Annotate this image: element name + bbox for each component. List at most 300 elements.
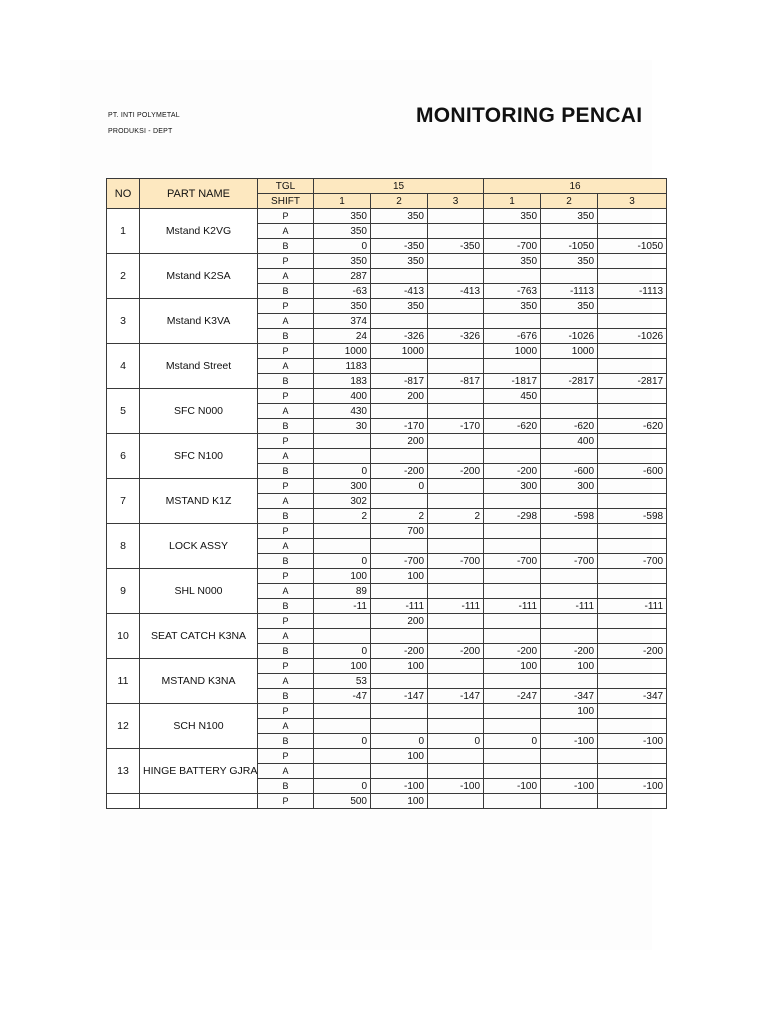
value-cell: -147 (428, 689, 484, 704)
value-cell (598, 569, 667, 584)
part-name: SFC N000 (140, 389, 258, 434)
value-cell: 700 (371, 524, 428, 539)
value-cell: -700 (484, 554, 541, 569)
value-cell: -298 (484, 509, 541, 524)
part-name: HINGE BATTERY GJRA (140, 749, 258, 794)
table-row (107, 659, 667, 674)
value-cell: -1817 (484, 374, 541, 389)
row-type-b: B (258, 239, 314, 254)
row-number: 8 (107, 524, 140, 569)
part-name: SFC N100 (140, 434, 258, 479)
value-cell: -676 (484, 329, 541, 344)
value-cell (598, 224, 667, 239)
value-cell: 0 (484, 734, 541, 749)
value-cell (598, 209, 667, 224)
value-cell (371, 629, 428, 644)
value-cell: -350 (428, 239, 484, 254)
value-cell (598, 314, 667, 329)
table-row (107, 254, 667, 269)
value-cell: 89 (314, 584, 371, 599)
value-cell: 0 (428, 734, 484, 749)
value-cell: -700 (484, 239, 541, 254)
value-cell: -2817 (598, 374, 667, 389)
row-type-a: A (258, 719, 314, 734)
value-cell (428, 524, 484, 539)
value-cell (598, 434, 667, 449)
value-cell: 100 (541, 659, 598, 674)
table-body (107, 209, 667, 809)
value-cell (314, 704, 371, 719)
value-cell (428, 314, 484, 329)
value-cell (484, 749, 541, 764)
value-cell (428, 359, 484, 374)
value-cell: -247 (484, 689, 541, 704)
row-number: 2 (107, 254, 140, 299)
value-cell (484, 449, 541, 464)
value-cell: -1026 (541, 329, 598, 344)
value-cell (428, 674, 484, 689)
page-title: MONITORING PENCAI (416, 104, 643, 127)
value-cell (428, 659, 484, 674)
value-cell (598, 479, 667, 494)
value-cell (598, 764, 667, 779)
value-cell: -1050 (541, 239, 598, 254)
value-cell: -700 (371, 554, 428, 569)
value-cell: 100 (371, 794, 428, 809)
value-cell: 0 (371, 479, 428, 494)
value-cell (428, 254, 484, 269)
value-cell (541, 764, 598, 779)
value-cell: 100 (314, 659, 371, 674)
value-cell (598, 389, 667, 404)
value-cell (541, 224, 598, 239)
value-cell (541, 359, 598, 374)
value-cell (598, 704, 667, 719)
value-cell (371, 674, 428, 689)
company-name: PT. INTI POLYMETAL (108, 112, 180, 119)
value-cell: 0 (314, 239, 371, 254)
value-cell: 350 (371, 254, 428, 269)
value-cell: -763 (484, 284, 541, 299)
value-cell (314, 524, 371, 539)
row-type-b: B (258, 374, 314, 389)
value-cell (484, 494, 541, 509)
value-cell: -200 (484, 464, 541, 479)
header-date: 15 (314, 179, 484, 194)
value-cell: -111 (371, 599, 428, 614)
value-cell (484, 539, 541, 554)
value-cell (598, 719, 667, 734)
value-cell (371, 359, 428, 374)
value-cell (428, 449, 484, 464)
value-cell (541, 674, 598, 689)
value-cell (484, 704, 541, 719)
value-cell (428, 749, 484, 764)
value-cell: 0 (314, 644, 371, 659)
value-cell (484, 794, 541, 809)
table-row (107, 704, 667, 719)
row-number: 5 (107, 389, 140, 434)
value-cell (428, 224, 484, 239)
value-cell: -2817 (541, 374, 598, 389)
value-cell: 1000 (541, 344, 598, 359)
value-cell: 200 (371, 614, 428, 629)
table-row (107, 614, 667, 629)
value-cell: -100 (598, 734, 667, 749)
value-cell (541, 389, 598, 404)
value-cell (428, 719, 484, 734)
value-cell: 450 (484, 389, 541, 404)
table-row-partial (107, 794, 667, 809)
part-name: SEAT CATCH K3NA (140, 614, 258, 659)
row-number: 1 (107, 209, 140, 254)
value-cell: -170 (371, 419, 428, 434)
value-cell: -100 (541, 734, 598, 749)
header-no: NO (107, 179, 140, 209)
row-number: 6 (107, 434, 140, 479)
row-type-p: P (258, 794, 314, 809)
value-cell: -1113 (598, 284, 667, 299)
value-cell (598, 794, 667, 809)
row-type-a: A (258, 404, 314, 419)
value-cell: 30 (314, 419, 371, 434)
value-cell: 0 (314, 779, 371, 794)
value-cell: 100 (371, 659, 428, 674)
value-cell (428, 704, 484, 719)
company-info (108, 108, 180, 140)
value-cell: 2 (314, 509, 371, 524)
value-cell: -1050 (598, 239, 667, 254)
value-cell: 350 (371, 209, 428, 224)
header-shift-number: 2 (371, 194, 428, 209)
value-cell: -100 (484, 779, 541, 794)
value-cell: 1000 (371, 344, 428, 359)
part-name: SHL N000 (140, 569, 258, 614)
table-row (107, 524, 667, 539)
value-cell (428, 389, 484, 404)
value-cell: 53 (314, 674, 371, 689)
row-type-p: P (258, 479, 314, 494)
value-cell: 350 (371, 299, 428, 314)
value-cell (484, 674, 541, 689)
value-cell (371, 704, 428, 719)
value-cell (314, 539, 371, 554)
value-cell (541, 494, 598, 509)
value-cell (314, 764, 371, 779)
value-cell (484, 524, 541, 539)
row-number (107, 794, 140, 809)
value-cell (428, 569, 484, 584)
row-type-p: P (258, 749, 314, 764)
row-type-b: B (258, 284, 314, 299)
value-cell: 100 (484, 659, 541, 674)
value-cell (598, 524, 667, 539)
value-cell (598, 584, 667, 599)
table-row (107, 209, 667, 224)
value-cell: -326 (428, 329, 484, 344)
value-cell (371, 269, 428, 284)
table-row (107, 479, 667, 494)
row-type-b: B (258, 734, 314, 749)
row-type-a: A (258, 539, 314, 554)
table-row (107, 299, 667, 314)
value-cell: 350 (541, 254, 598, 269)
value-cell: 100 (541, 704, 598, 719)
value-cell (541, 314, 598, 329)
monitoring-table (106, 178, 667, 809)
value-cell: 500 (314, 794, 371, 809)
value-cell: -620 (598, 419, 667, 434)
value-cell: -200 (371, 644, 428, 659)
value-cell: 300 (484, 479, 541, 494)
value-cell: 400 (314, 389, 371, 404)
row-number: 12 (107, 704, 140, 749)
row-type-b: B (258, 329, 314, 344)
value-cell: -111 (598, 599, 667, 614)
value-cell (598, 629, 667, 644)
value-cell (598, 344, 667, 359)
value-cell: 0 (371, 734, 428, 749)
value-cell: 350 (484, 254, 541, 269)
row-type-a: A (258, 674, 314, 689)
value-cell: -147 (371, 689, 428, 704)
value-cell: -1113 (541, 284, 598, 299)
value-cell (541, 584, 598, 599)
value-cell (541, 539, 598, 554)
row-type-a: A (258, 494, 314, 509)
header-shift: SHIFT (258, 194, 314, 209)
value-cell (541, 614, 598, 629)
table-row (107, 344, 667, 359)
row-type-b: B (258, 419, 314, 434)
value-cell (598, 404, 667, 419)
value-cell (484, 764, 541, 779)
value-cell: -817 (371, 374, 428, 389)
row-type-b: B (258, 779, 314, 794)
value-cell: 2 (428, 509, 484, 524)
value-cell: 0 (314, 554, 371, 569)
value-cell: -111 (428, 599, 484, 614)
row-type-a: A (258, 269, 314, 284)
value-cell: -413 (371, 284, 428, 299)
value-cell: 350 (314, 224, 371, 239)
value-cell (598, 659, 667, 674)
value-cell (428, 209, 484, 224)
value-cell (428, 584, 484, 599)
value-cell (371, 494, 428, 509)
value-cell (484, 584, 541, 599)
value-cell: 0 (314, 734, 371, 749)
value-cell (428, 794, 484, 809)
value-cell (598, 449, 667, 464)
row-type-b: B (258, 509, 314, 524)
part-name: Mstand K3VA (140, 299, 258, 344)
value-cell (598, 359, 667, 374)
value-cell: -170 (428, 419, 484, 434)
part-name: Mstand K2SA (140, 254, 258, 299)
value-cell: 350 (314, 254, 371, 269)
value-cell: -11 (314, 599, 371, 614)
value-cell: -200 (371, 464, 428, 479)
value-cell (314, 614, 371, 629)
part-name: Mstand K2VG (140, 209, 258, 254)
header-date: 16 (484, 179, 667, 194)
value-cell (371, 224, 428, 239)
row-type-b: B (258, 599, 314, 614)
value-cell (598, 674, 667, 689)
row-number: 13 (107, 749, 140, 794)
department-name: PRODUKSI - DEPT (108, 128, 173, 135)
value-cell (484, 629, 541, 644)
value-cell (428, 269, 484, 284)
row-type-b: B (258, 464, 314, 479)
header-shift-number: 2 (541, 194, 598, 209)
value-cell: 430 (314, 404, 371, 419)
value-cell (541, 629, 598, 644)
value-cell (371, 539, 428, 554)
value-cell: -326 (371, 329, 428, 344)
value-cell (428, 629, 484, 644)
row-type-a: A (258, 629, 314, 644)
value-cell (541, 404, 598, 419)
table-header (107, 179, 667, 209)
value-cell: -200 (428, 644, 484, 659)
value-cell: -100 (371, 779, 428, 794)
row-type-a: A (258, 359, 314, 374)
row-type-p: P (258, 434, 314, 449)
value-cell (428, 764, 484, 779)
value-cell: -620 (541, 419, 598, 434)
value-cell: 350 (314, 209, 371, 224)
value-cell: 183 (314, 374, 371, 389)
row-type-p: P (258, 659, 314, 674)
part-name: LOCK ASSY (140, 524, 258, 569)
row-number: 9 (107, 569, 140, 614)
table-row (107, 434, 667, 449)
part-name (140, 794, 258, 809)
value-cell (428, 299, 484, 314)
row-number: 10 (107, 614, 140, 659)
header-shift-number: 3 (598, 194, 667, 209)
row-type-p: P (258, 254, 314, 269)
value-cell (371, 584, 428, 599)
value-cell (484, 569, 541, 584)
value-cell (541, 749, 598, 764)
row-number: 11 (107, 659, 140, 704)
value-cell: -200 (484, 644, 541, 659)
value-cell (428, 494, 484, 509)
value-cell (598, 539, 667, 554)
value-cell: -600 (541, 464, 598, 479)
value-cell (428, 539, 484, 554)
table-row (107, 569, 667, 584)
value-cell: -600 (598, 464, 667, 479)
value-cell (484, 404, 541, 419)
row-type-a: A (258, 224, 314, 239)
header-shift-number: 1 (484, 194, 541, 209)
value-cell: 300 (541, 479, 598, 494)
part-name: MSTAND K1Z (140, 479, 258, 524)
value-cell (371, 719, 428, 734)
value-cell: -817 (428, 374, 484, 389)
value-cell: 1000 (314, 344, 371, 359)
value-cell: -100 (541, 779, 598, 794)
row-type-p: P (258, 614, 314, 629)
value-cell: 374 (314, 314, 371, 329)
value-cell (314, 629, 371, 644)
monitoring-table-container (106, 178, 664, 807)
value-cell: 100 (371, 569, 428, 584)
header-part-name: PART NAME (140, 179, 258, 209)
value-cell (314, 434, 371, 449)
value-cell: 350 (541, 299, 598, 314)
value-cell: -350 (371, 239, 428, 254)
value-cell (314, 749, 371, 764)
part-name: SCH N100 (140, 704, 258, 749)
value-cell: -47 (314, 689, 371, 704)
row-type-a: A (258, 584, 314, 599)
value-cell: -100 (428, 779, 484, 794)
row-type-p: P (258, 209, 314, 224)
row-type-p: P (258, 569, 314, 584)
value-cell (541, 719, 598, 734)
value-cell: -200 (598, 644, 667, 659)
value-cell: 1000 (484, 344, 541, 359)
value-cell (314, 719, 371, 734)
value-cell: 200 (371, 389, 428, 404)
row-number: 4 (107, 344, 140, 389)
value-cell (484, 614, 541, 629)
value-cell (598, 614, 667, 629)
value-cell: -700 (598, 554, 667, 569)
value-cell: 24 (314, 329, 371, 344)
value-cell: -200 (428, 464, 484, 479)
value-cell (314, 449, 371, 464)
value-cell: -413 (428, 284, 484, 299)
value-cell: -111 (484, 599, 541, 614)
row-number: 3 (107, 299, 140, 344)
value-cell (541, 269, 598, 284)
row-type-b: B (258, 689, 314, 704)
value-cell (598, 254, 667, 269)
value-cell: 400 (541, 434, 598, 449)
value-cell: 350 (484, 299, 541, 314)
row-type-p: P (258, 344, 314, 359)
value-cell (428, 434, 484, 449)
value-cell (541, 569, 598, 584)
value-cell (598, 749, 667, 764)
row-type-a: A (258, 764, 314, 779)
value-cell: -347 (541, 689, 598, 704)
header-shift-number: 1 (314, 194, 371, 209)
value-cell: 100 (371, 749, 428, 764)
value-cell (484, 359, 541, 374)
value-cell (541, 794, 598, 809)
value-cell: -347 (598, 689, 667, 704)
table-row (107, 389, 667, 404)
value-cell (598, 269, 667, 284)
table-row (107, 749, 667, 764)
value-cell (371, 764, 428, 779)
value-cell (428, 344, 484, 359)
value-cell: 300 (314, 479, 371, 494)
value-cell (484, 434, 541, 449)
value-cell (541, 524, 598, 539)
value-cell (541, 449, 598, 464)
value-cell (428, 479, 484, 494)
header-tgl: TGL (258, 179, 314, 194)
value-cell: -63 (314, 284, 371, 299)
